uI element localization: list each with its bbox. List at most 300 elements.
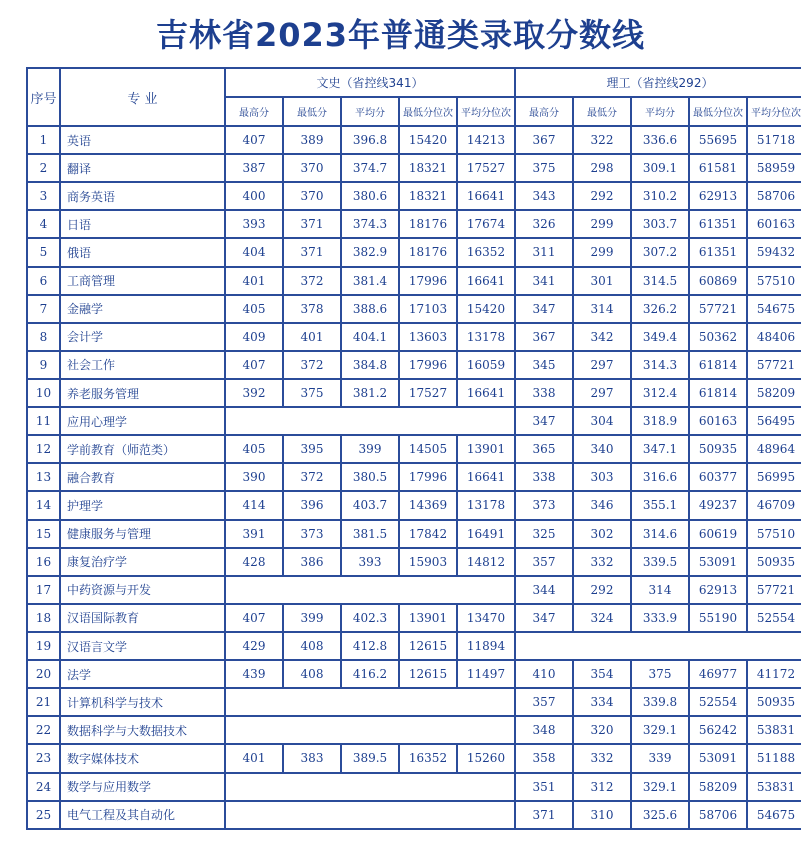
table-row [27, 548, 801, 576]
row-li-avg-rank: 57510 [747, 267, 801, 295]
row-index: 17 [27, 576, 60, 604]
row-li-min-score: 310 [573, 801, 631, 829]
row-li-min-rank: 58706 [689, 801, 747, 829]
table-row [27, 238, 801, 266]
row-index: 8 [27, 323, 60, 351]
row-wen-min-score: 375 [283, 379, 341, 407]
row-wen-avg-score: 403.7 [341, 491, 399, 519]
row-li-min-score: 299 [573, 238, 631, 266]
row-wen-min-score: 399 [283, 604, 341, 632]
header-li-min-rank: 最低分位次 [689, 97, 747, 126]
row-wen-max-score: 409 [225, 323, 283, 351]
row-li-max-score: 357 [515, 548, 573, 576]
row-li-min-score: 322 [573, 126, 631, 154]
row-li-max-score: 345 [515, 351, 573, 379]
row-li-max-score: 348 [515, 716, 573, 744]
table-row [27, 491, 801, 519]
row-major: 电气工程及其自动化 [60, 801, 225, 829]
row-wen-min-rank: 14369 [399, 491, 457, 519]
row-li-min-rank: 61581 [689, 154, 747, 182]
row-major: 中药资源与开发 [60, 576, 225, 604]
page-title: 吉林省2023年普通类录取分数线 [155, 16, 646, 54]
row-li-max-score: 347 [515, 295, 573, 323]
row-major: 数据科学与大数据技术 [60, 716, 225, 744]
row-li-avg-score: 329.1 [631, 773, 689, 801]
row-li-min-score: 299 [573, 210, 631, 238]
row-major: 应用心理学 [60, 407, 225, 435]
row-wen-min-score: 383 [283, 744, 341, 772]
row-li-min-score: 324 [573, 604, 631, 632]
row-li-min-score: 301 [573, 267, 631, 295]
row-wen-avg-score: 381.2 [341, 379, 399, 407]
row-wen-empty [225, 407, 515, 435]
row-wen-min-score: 372 [283, 463, 341, 491]
row-li-min-rank: 61814 [689, 351, 747, 379]
row-wen-min-rank: 12615 [399, 632, 457, 660]
row-li-avg-score: 333.9 [631, 604, 689, 632]
row-li-max-score: 351 [515, 773, 573, 801]
row-li-min-score: 298 [573, 154, 631, 182]
row-li-min-rank: 46977 [689, 660, 747, 688]
row-wen-min-rank: 14505 [399, 435, 457, 463]
row-li-avg-rank: 59432 [747, 238, 801, 266]
row-li-max-score: 347 [515, 604, 573, 632]
row-wen-avg-score: 416.2 [341, 660, 399, 688]
row-li-avg-score: 309.1 [631, 154, 689, 182]
table-row [27, 604, 801, 632]
header-wen-min: 最低分 [283, 97, 341, 126]
row-wen-empty [225, 773, 515, 801]
row-li-max-score: 371 [515, 801, 573, 829]
table-row [27, 323, 801, 351]
row-major: 养老服务管理 [60, 379, 225, 407]
row-wen-min-rank: 13603 [399, 323, 457, 351]
row-li-max-score: 357 [515, 688, 573, 716]
row-wen-max-score: 392 [225, 379, 283, 407]
row-major: 工商管理 [60, 267, 225, 295]
row-li-min-rank: 57721 [689, 295, 747, 323]
header-wen-max: 最高分 [225, 97, 283, 126]
table-row [27, 407, 801, 435]
row-wen-min-score: 408 [283, 632, 341, 660]
row-wen-empty [225, 576, 515, 604]
row-wen-min-rank: 18321 [399, 182, 457, 210]
row-li-avg-score: 310.2 [631, 182, 689, 210]
row-wen-max-score: 391 [225, 520, 283, 548]
row-li-min-rank: 53091 [689, 744, 747, 772]
row-li-min-rank: 60163 [689, 407, 747, 435]
row-wen-empty [225, 716, 515, 744]
row-li-min-score: 346 [573, 491, 631, 519]
row-wen-avg-score: 412.8 [341, 632, 399, 660]
row-li-avg-score: 326.2 [631, 295, 689, 323]
row-wen-max-score: 404 [225, 238, 283, 266]
row-major: 数字媒体技术 [60, 744, 225, 772]
row-li-max-score: 338 [515, 463, 573, 491]
row-li-avg-rank: 56995 [747, 463, 801, 491]
row-major: 健康服务与管理 [60, 520, 225, 548]
row-li-max-score: 373 [515, 491, 573, 519]
table-row [27, 267, 801, 295]
row-index: 21 [27, 688, 60, 716]
row-wen-min-rank: 13901 [399, 604, 457, 632]
row-li-avg-score: 336.6 [631, 126, 689, 154]
row-li-avg-rank: 58209 [747, 379, 801, 407]
row-li-max-score: 358 [515, 744, 573, 772]
row-li-avg-rank: 54675 [747, 295, 801, 323]
row-li-avg-score: 312.4 [631, 379, 689, 407]
row-index: 14 [27, 491, 60, 519]
header-index: 序号 [27, 68, 60, 126]
row-index: 13 [27, 463, 60, 491]
table-row [27, 660, 801, 688]
row-li-avg-rank: 53831 [747, 773, 801, 801]
row-li-min-score: 340 [573, 435, 631, 463]
row-wen-min-score: 396 [283, 491, 341, 519]
row-wen-max-score: 387 [225, 154, 283, 182]
row-wen-min-rank: 17842 [399, 520, 457, 548]
row-wen-avg-score: 381.5 [341, 520, 399, 548]
row-major: 康复治疗学 [60, 548, 225, 576]
row-wen-max-score: 407 [225, 126, 283, 154]
row-wen-avg-score: 384.8 [341, 351, 399, 379]
row-wen-avg-rank: 16641 [457, 463, 515, 491]
row-li-min-rank: 50935 [689, 435, 747, 463]
row-wen-avg-rank: 16352 [457, 238, 515, 266]
row-wen-avg-rank: 14213 [457, 126, 515, 154]
row-wen-max-score: 405 [225, 295, 283, 323]
row-li-min-score: 303 [573, 463, 631, 491]
row-li-min-score: 342 [573, 323, 631, 351]
row-index: 10 [27, 379, 60, 407]
row-major: 翻译 [60, 154, 225, 182]
row-li-avg-rank: 53831 [747, 716, 801, 744]
row-li-avg-score: 347.1 [631, 435, 689, 463]
row-li-avg-rank: 46709 [747, 491, 801, 519]
row-wen-min-rank: 17103 [399, 295, 457, 323]
row-li-avg-score: 329.1 [631, 716, 689, 744]
row-index: 9 [27, 351, 60, 379]
row-li-min-score: 297 [573, 351, 631, 379]
row-major: 融合教育 [60, 463, 225, 491]
row-wen-min-rank: 15420 [399, 126, 457, 154]
row-li-avg-rank: 57510 [747, 520, 801, 548]
row-li-avg-score: 355.1 [631, 491, 689, 519]
row-li-avg-rank: 50935 [747, 548, 801, 576]
row-li-min-rank: 62913 [689, 576, 747, 604]
row-wen-avg-score: 380.5 [341, 463, 399, 491]
table-row [27, 379, 801, 407]
row-wen-min-score: 372 [283, 267, 341, 295]
row-li-max-score: 367 [515, 323, 573, 351]
row-li-max-score: 347 [515, 407, 573, 435]
row-wen-avg-rank: 17674 [457, 210, 515, 238]
row-wen-max-score: 414 [225, 491, 283, 519]
row-wen-min-score: 370 [283, 182, 341, 210]
row-major: 金融学 [60, 295, 225, 323]
row-li-avg-rank: 56495 [747, 407, 801, 435]
row-wen-avg-rank: 14812 [457, 548, 515, 576]
row-li-max-score: 410 [515, 660, 573, 688]
row-wen-min-score: 386 [283, 548, 341, 576]
row-wen-max-score: 407 [225, 604, 283, 632]
row-major: 商务英语 [60, 182, 225, 210]
row-major: 社会工作 [60, 351, 225, 379]
row-li-avg-rank: 58706 [747, 182, 801, 210]
row-li-avg-rank: 48964 [747, 435, 801, 463]
row-wen-avg-rank: 11497 [457, 660, 515, 688]
row-wen-avg-rank: 15260 [457, 744, 515, 772]
row-wen-avg-rank: 13901 [457, 435, 515, 463]
row-major: 会计学 [60, 323, 225, 351]
row-li-min-score: 332 [573, 744, 631, 772]
row-li-min-rank: 62913 [689, 182, 747, 210]
row-li-min-rank: 53091 [689, 548, 747, 576]
table-row [27, 744, 801, 772]
row-li-avg-rank: 57721 [747, 351, 801, 379]
row-major: 英语 [60, 126, 225, 154]
row-index: 16 [27, 548, 60, 576]
row-index: 1 [27, 126, 60, 154]
header-group-ligong: 理工（省控线292） [515, 68, 801, 97]
row-index: 15 [27, 520, 60, 548]
row-li-min-score: 302 [573, 520, 631, 548]
row-li-min-rank: 58209 [689, 773, 747, 801]
row-li-min-score: 312 [573, 773, 631, 801]
row-index: 5 [27, 238, 60, 266]
table-row [27, 801, 801, 829]
header-group-wenshi: 文史（省控线341） [225, 68, 515, 97]
table-row [27, 154, 801, 182]
row-li-max-score: 311 [515, 238, 573, 266]
row-li-max-score: 375 [515, 154, 573, 182]
row-wen-min-score: 389 [283, 126, 341, 154]
row-index: 22 [27, 716, 60, 744]
row-li-min-rank: 52554 [689, 688, 747, 716]
row-li-min-rank: 61814 [689, 379, 747, 407]
header-li-avg: 平均分 [631, 97, 689, 126]
row-index: 11 [27, 407, 60, 435]
row-wen-max-score: 405 [225, 435, 283, 463]
row-wen-avg-rank: 15420 [457, 295, 515, 323]
row-li-min-score: 354 [573, 660, 631, 688]
header-li-avg-rank: 平均分位次 [747, 97, 801, 126]
row-wen-avg-score: 396.8 [341, 126, 399, 154]
row-wen-avg-score: 393 [341, 548, 399, 576]
header-wen-avg: 平均分 [341, 97, 399, 126]
row-wen-min-rank: 18321 [399, 154, 457, 182]
header-wen-avg-rank: 平均分位次 [457, 97, 515, 126]
row-wen-min-score: 371 [283, 238, 341, 266]
row-li-min-score: 332 [573, 548, 631, 576]
row-wen-avg-rank: 11894 [457, 632, 515, 660]
table-row [27, 773, 801, 801]
row-wen-avg-score: 380.6 [341, 182, 399, 210]
row-wen-avg-rank: 13470 [457, 604, 515, 632]
row-wen-max-score: 401 [225, 744, 283, 772]
header-major: 专 业 [60, 68, 225, 126]
row-wen-max-score: 429 [225, 632, 283, 660]
row-li-min-score: 334 [573, 688, 631, 716]
row-index: 23 [27, 744, 60, 772]
row-major: 汉语国际教育 [60, 604, 225, 632]
row-wen-min-rank: 18176 [399, 238, 457, 266]
row-li-min-rank: 49237 [689, 491, 747, 519]
row-wen-max-score: 393 [225, 210, 283, 238]
row-li-min-rank: 61351 [689, 238, 747, 266]
row-li-avg-score: 303.7 [631, 210, 689, 238]
row-major: 法学 [60, 660, 225, 688]
row-li-avg-rank: 48406 [747, 323, 801, 351]
row-li-avg-rank: 51188 [747, 744, 801, 772]
row-li-min-rank: 61351 [689, 210, 747, 238]
row-wen-min-score: 372 [283, 351, 341, 379]
row-li-min-rank: 56242 [689, 716, 747, 744]
header-li-min: 最低分 [573, 97, 631, 126]
table-row [27, 463, 801, 491]
row-li-avg-rank: 58959 [747, 154, 801, 182]
row-li-avg-score: 339 [631, 744, 689, 772]
row-wen-empty [225, 801, 515, 829]
row-li-min-rank: 55695 [689, 126, 747, 154]
row-wen-avg-rank: 17527 [457, 154, 515, 182]
table-row [27, 576, 801, 604]
row-index: 6 [27, 267, 60, 295]
row-li-max-score: 326 [515, 210, 573, 238]
row-wen-avg-score: 382.9 [341, 238, 399, 266]
row-li-max-score: 343 [515, 182, 573, 210]
row-wen-min-rank: 18176 [399, 210, 457, 238]
row-li-min-rank: 55190 [689, 604, 747, 632]
row-major: 俄语 [60, 238, 225, 266]
row-wen-min-rank: 17996 [399, 463, 457, 491]
row-wen-avg-rank: 16641 [457, 182, 515, 210]
row-li-min-score: 297 [573, 379, 631, 407]
row-wen-avg-rank: 13178 [457, 323, 515, 351]
row-li-min-rank: 60869 [689, 267, 747, 295]
row-wen-avg-score: 374.7 [341, 154, 399, 182]
row-wen-avg-score: 399 [341, 435, 399, 463]
row-wen-min-score: 371 [283, 210, 341, 238]
row-wen-min-rank: 17996 [399, 351, 457, 379]
row-wen-avg-rank: 13178 [457, 491, 515, 519]
row-li-avg-score: 339.8 [631, 688, 689, 716]
row-wen-avg-rank: 16641 [457, 267, 515, 295]
row-wen-avg-score: 389.5 [341, 744, 399, 772]
row-index: 12 [27, 435, 60, 463]
row-wen-min-score: 395 [283, 435, 341, 463]
row-li-avg-rank: 57721 [747, 576, 801, 604]
row-wen-avg-rank: 16641 [457, 379, 515, 407]
row-index: 18 [27, 604, 60, 632]
row-wen-avg-score: 374.3 [341, 210, 399, 238]
row-wen-min-rank: 17527 [399, 379, 457, 407]
row-li-avg-score: 307.2 [631, 238, 689, 266]
row-li-max-score: 365 [515, 435, 573, 463]
row-li-min-score: 304 [573, 407, 631, 435]
table-row [27, 351, 801, 379]
row-major: 学前教育（师范类） [60, 435, 225, 463]
table-row [27, 716, 801, 744]
row-li-min-rank: 60619 [689, 520, 747, 548]
row-li-min-score: 292 [573, 576, 631, 604]
table-body [27, 126, 801, 829]
row-li-min-score: 314 [573, 295, 631, 323]
row-major: 数学与应用数学 [60, 773, 225, 801]
row-li-min-score: 292 [573, 182, 631, 210]
row-wen-min-score: 373 [283, 520, 341, 548]
row-li-avg-rank: 52554 [747, 604, 801, 632]
row-wen-max-score: 400 [225, 182, 283, 210]
row-li-min-score: 320 [573, 716, 631, 744]
row-wen-min-rank: 12615 [399, 660, 457, 688]
row-wen-min-score: 408 [283, 660, 341, 688]
row-wen-max-score: 401 [225, 267, 283, 295]
row-index: 7 [27, 295, 60, 323]
row-li-avg-score: 349.4 [631, 323, 689, 351]
row-li-max-score: 325 [515, 520, 573, 548]
row-major: 汉语言文学 [60, 632, 225, 660]
row-li-avg-rank: 54675 [747, 801, 801, 829]
row-li-avg-rank: 60163 [747, 210, 801, 238]
row-wen-min-rank: 17996 [399, 267, 457, 295]
row-wen-avg-score: 404.1 [341, 323, 399, 351]
row-index: 3 [27, 182, 60, 210]
row-wen-max-score: 390 [225, 463, 283, 491]
row-wen-avg-score: 402.3 [341, 604, 399, 632]
row-li-avg-score: 314.3 [631, 351, 689, 379]
score-table [26, 67, 801, 830]
row-li-max-score: 367 [515, 126, 573, 154]
row-wen-max-score: 407 [225, 351, 283, 379]
table-row [27, 688, 801, 716]
row-li-avg-rank: 50935 [747, 688, 801, 716]
row-wen-avg-score: 388.6 [341, 295, 399, 323]
table-row [27, 182, 801, 210]
table-row [27, 520, 801, 548]
row-li-min-rank: 60377 [689, 463, 747, 491]
row-li-max-score: 344 [515, 576, 573, 604]
row-li-avg-score: 375 [631, 660, 689, 688]
row-index: 25 [27, 801, 60, 829]
row-li-max-score: 341 [515, 267, 573, 295]
row-wen-avg-score: 381.4 [341, 267, 399, 295]
row-index: 24 [27, 773, 60, 801]
row-li-avg-score: 314.5 [631, 267, 689, 295]
row-li-avg-rank: 41172 [747, 660, 801, 688]
table-row [27, 632, 801, 660]
row-li-max-score: 338 [515, 379, 573, 407]
row-wen-max-score: 428 [225, 548, 283, 576]
table-row [27, 295, 801, 323]
row-li-avg-score: 339.5 [631, 548, 689, 576]
row-major: 计算机科学与技术 [60, 688, 225, 716]
row-wen-min-score: 401 [283, 323, 341, 351]
row-index: 2 [27, 154, 60, 182]
row-wen-min-score: 370 [283, 154, 341, 182]
row-wen-min-score: 378 [283, 295, 341, 323]
row-wen-min-rank: 16352 [399, 744, 457, 772]
row-li-avg-score: 318.9 [631, 407, 689, 435]
row-major: 护理学 [60, 491, 225, 519]
row-li-min-rank: 50362 [689, 323, 747, 351]
table-row [27, 435, 801, 463]
row-li-avg-score: 314 [631, 576, 689, 604]
table-row [27, 210, 801, 238]
row-li-empty [515, 632, 801, 660]
row-wen-avg-rank: 16059 [457, 351, 515, 379]
row-li-avg-score: 316.6 [631, 463, 689, 491]
